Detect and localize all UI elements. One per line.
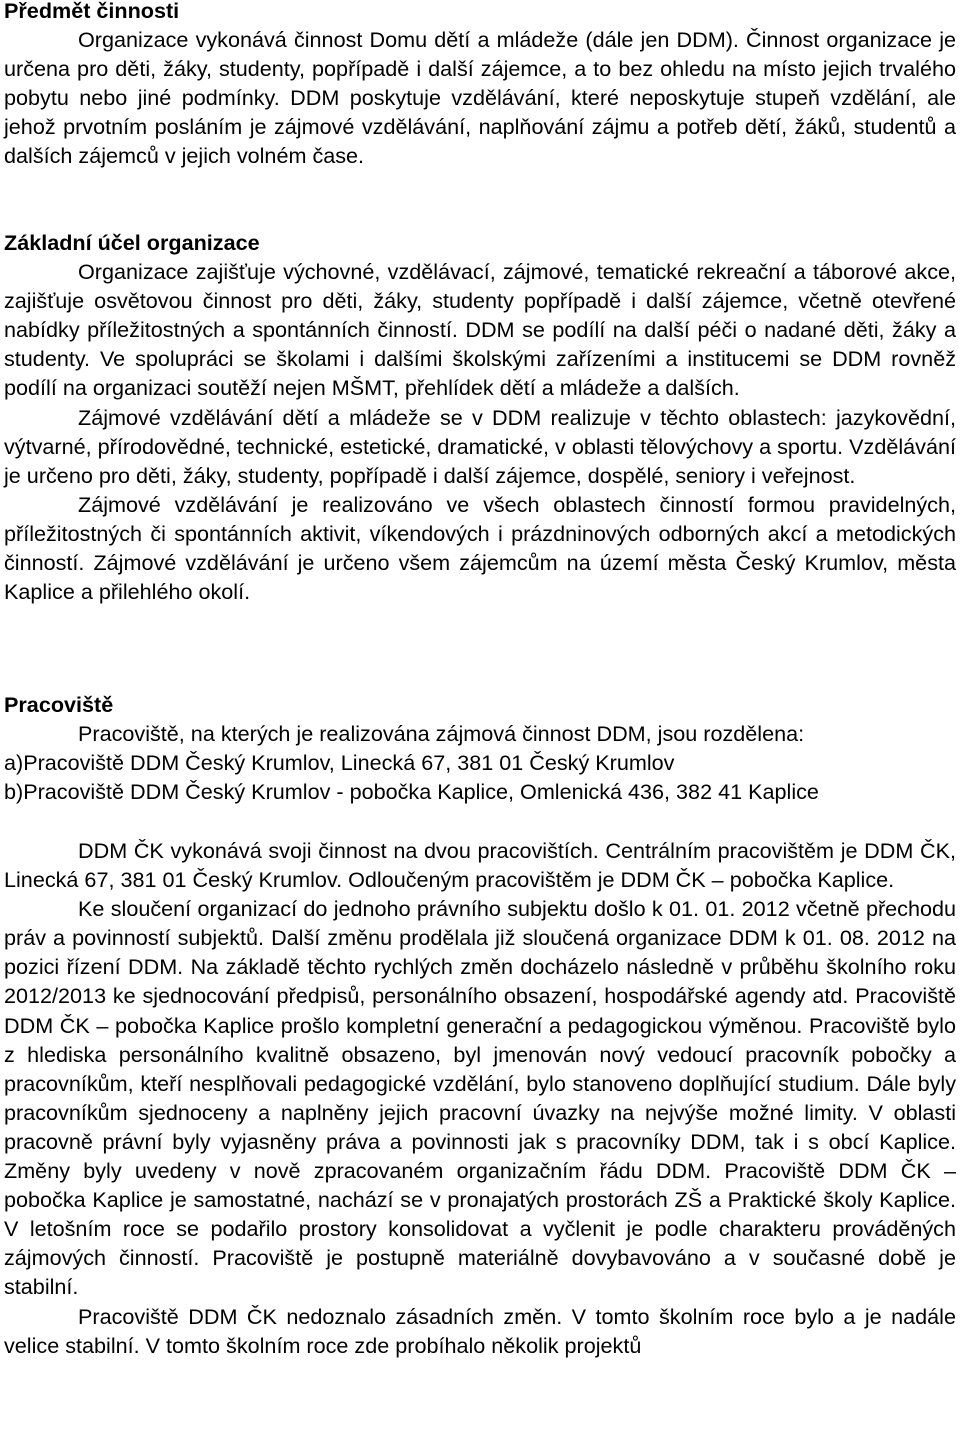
section-ddm-ck <box>4 836 956 1360</box>
paragraph: Organizace zajišťuje výchovné, vzdělávací, zájmové, tematické rekreační a táborové akce, zajišťuje osvětovou činnost pro děti, žáky, studenty popřípadě i další zájemce, včetně otevřené nabídky příležitostných a spontánních činností. DDM se podílí na další péči o nadané děti, žáky a studenty. Ve spolupráci se školami i dalšími školskými zařízeními a institucemi se DDM rovněž podílí na organizaci soutěží nejen MŠMT, přehlídek dětí a mládeže a dalších. <box>4 259 956 401</box>
section-predmet-cinnosti <box>4 0 956 171</box>
paragraph: DDM ČK vykonává svoji činnost na dvou pracovištích. Centrálním pracovištěm je DDM ČK, Linecká 67, 381 01 Český Krumlov. Odloučeným pracovištěm je DDM ČK – pobočka Kaplice. <box>4 838 956 893</box>
section-heading: Předmět činnosti <box>4 0 180 23</box>
paragraph: Zájmové vzdělávání je realizováno ve všech oblastech činností formou pravidelných, příležitostných či spontánních aktivit, víkendových i prázdninových odborných akcí a metodických činností. Zájmové vzdělávání je určeno všem zájemcům na území města Český Krumlov, města Kaplice a přilehlého okolí. <box>4 491 956 605</box>
paragraph: Organizace vykonává činnost Domu dětí a mládeže (dále jen DDM). Činnost organizace je určena pro děti, žáky, studenty, popřípadě i další zájemce, a to bez ohledu na místo jejich trvalého pobytu nebo jiné podmínky. DDM poskytuje vzdělávání, které neposkytuje stupeň vzdělání, ale jehož prvotním posláním je zájmové vzdělávání, naplňování zájmu a potřeb dětí, žáků, studentů a dalších zájemců v jejich volném čase. <box>4 27 956 169</box>
paragraph: Pracoviště, na kterých je realizována zájmová činnost DDM, jsou rozdělena: <box>78 721 805 747</box>
section-heading: Základní účel organizace <box>4 230 260 255</box>
section-pracoviste <box>4 690 956 806</box>
address-line-b: b)Pracoviště DDM Český Krumlov - pobočka Kaplice, Omlenická 436, 382 41 Kaplice <box>4 779 819 805</box>
paragraph: Pracoviště DDM ČK nedoznalo zásadních změn. V tomto školním roce bylo a je nadále velice stabilní. V tomto školním roce zde probíhalo několik projektů <box>4 1303 956 1358</box>
paragraph: Zájmové vzdělávání dětí a mládeže se v DDM realizuje v těchto oblastech: jazykovědní, výtvarné, přírodovědné, technické, estetické, dramatické, v oblasti tělovýchovy a sportu. Vzdělávání je určeno pro děti, žáky, studenty, popřípadě i další zájemce, dospělé, seniory i veřejnost. <box>4 404 956 488</box>
section-heading: Pracoviště <box>4 692 114 717</box>
paragraph: Ke sloučení organizací do jednoho právního subjektu došlo k 01. 01. 2012 včetně přechodu práv a povinností subjektů. Další změnu prodělala již sloučená organizace DDM k 01. 08. 2012 na pozici řízení DDM. Na základě těchto rychlých změn docházelo následně v průběhu školního roku 2012/2013 ke sjednocování předpisů, personálního obsazení, hospodářské agendy atd. Pracoviště DDM ČK – pobočka Kaplice prošlo kompletní generační a pedagogickou výměnou. Pracoviště bylo z hlediska personálního kvalitně obsazeno, byl jmenován nový vedoucí pracovník pobočky a pracovníkům, kteří nesplňovali pedagogické vzdělání, bylo stanoveno doplňující studium. Dále byly pracovníkům sjednoceny a naplněny jejich pracovní úvazky na nejvýše možné limity. V oblasti pracovně právní byly vyjasněny práva a povinnosti jak s pracovníky DDM, tak i s obcí Kaplice. Změny byly uvedeny v nově zpracovaném organizačním řádu DDM. Pracoviště DDM ČK – pobočka Kaplice je samostatné, nachází se v pronajatých prostorách ZŠ a Praktické školy Kaplice. V letošním roce se podařilo prostory konsolidovat a vyčlenit je podle charakteru prováděných zájmových činností. Pracoviště je postupně materiálně dovybavováno a v současné době je stabilní. <box>4 896 956 1300</box>
address-line-a: a)Pracoviště DDM Český Krumlov, Linecká 67, 381 01 Český Krumlov <box>4 750 675 776</box>
section-zakladni-ucel <box>4 228 956 606</box>
